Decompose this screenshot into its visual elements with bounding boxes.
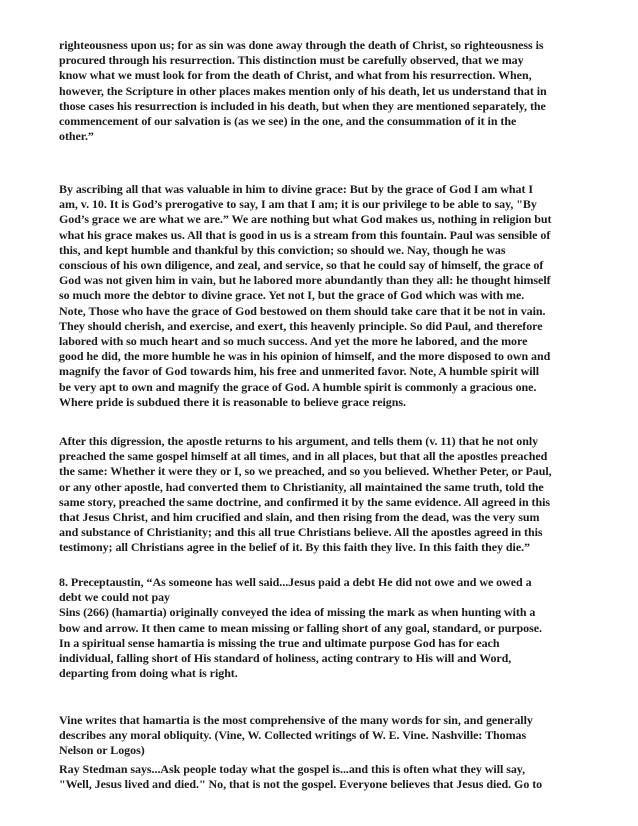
paragraph-vine: Vine writes that hamartia is the most comprehensive of the many words for sin, and generally describes any moral obliquity. (Vine, W. Collected writings of W. E. Vine. Nashville: Thomas Nelson or Logos) [59,713,533,758]
paragraph-preceptaustin: 8. Preceptaustin, “As someone has well said...Jesus paid a debt He did not owe and we owed a debt we could not pay Sins (266) (hamartia) originally conveyed the idea of missing the mark as when hunting with a bow and arrow. It then came to mean missing or falling short of any goal, standard, or purpose. In a spiritual sense hamartia is missing the true and ultimate purpose God has for each individual, falling short of His standard of holiness, acting contrary to His will and Word, departing from doing what is right. [59,575,542,681]
paragraph-stedman: Ray Stedman says...Ask people today what the gospel is...and this is often what they will say, "Well, Jesus lived and died." No, that is not the gospel. Everyone believes that Jesus died. Go to [59,762,543,792]
paragraph-resurrection: righteousness upon us; for as sin was done away through the death of Christ, so righteousness is procured through his resurrection. This distinction must be carefully observed, that we may know what we must look for from the death of Christ, and what from his resurrection. When, however, the Scripture in other places makes mention only of his death, let us understand that in those cases his resurrection is included in his death, but when they are mentioned separately, the commencement of our salvation is (as we see) in the one, and the consummation of it in the other.” [59,38,547,144]
paragraph-digression: After this digression, the apostle returns to his argument, and tells them (v. 11) that he not only preached the same gospel himself at all times, and in all places, but that all the apostles preached the same: Whether it were they or I, so we preached, and so you believed. Whether Peter, or Paul, or any other apostle, had converted them to Christianity, all maintained the same truth, told the same story, preached the same doctrine, and confirmed it by the same evidence. All agreed in this that Jesus Christ, and him crucified and slain, and then rising from the dead, was the very sum and substance of Christianity; and this all true Christians believe. All the apostles agreed in this testimony; all Christians agree in the belief of it. By this faith they live. In this faith they die.” [59,434,552,555]
paragraph-divine-grace: By ascribing all that was valuable in him to divine grace: But by the grace of God I am what I am, v. 10. It is God’s prerogative to say, I am that I am; it is our privilege to be able to say, "By God’s grace we are what we are.” We are nothing but what God makes us, nothing in religion but what his grace makes us. All that is good in us is a stream from this fountain. Paul was sensible of this, and kept humble and thankful by this conviction; so should we. Nay, though he was conscious of his own diligence, and zeal, and service, so that he could say of himself, the grace of God was not given him in vain, but he labored more abundantly than they all: he thought himself so much more the debtor to divine grace. Yet not I, but the grace of God which was with me. Note, Those who have the grace of God bestowed on them should take care that it be not in vain. They should cherish, and exercise, and exert, this heavenly principle. So did Paul, and therefore labored with so much heart and so much success. And yet the more he labored, and the more good he did, the more humble he was in his opinion of himself, and the more disposed to own and magnify the favor of God towards him, his free and unmerited favor. Note, A humble spirit will be very apt to own and magnify the grace of God. A humble spirit is commonly a gracious one. Where pride is subdued there it is reasonable to believe grace reigns. [59,182,552,409]
